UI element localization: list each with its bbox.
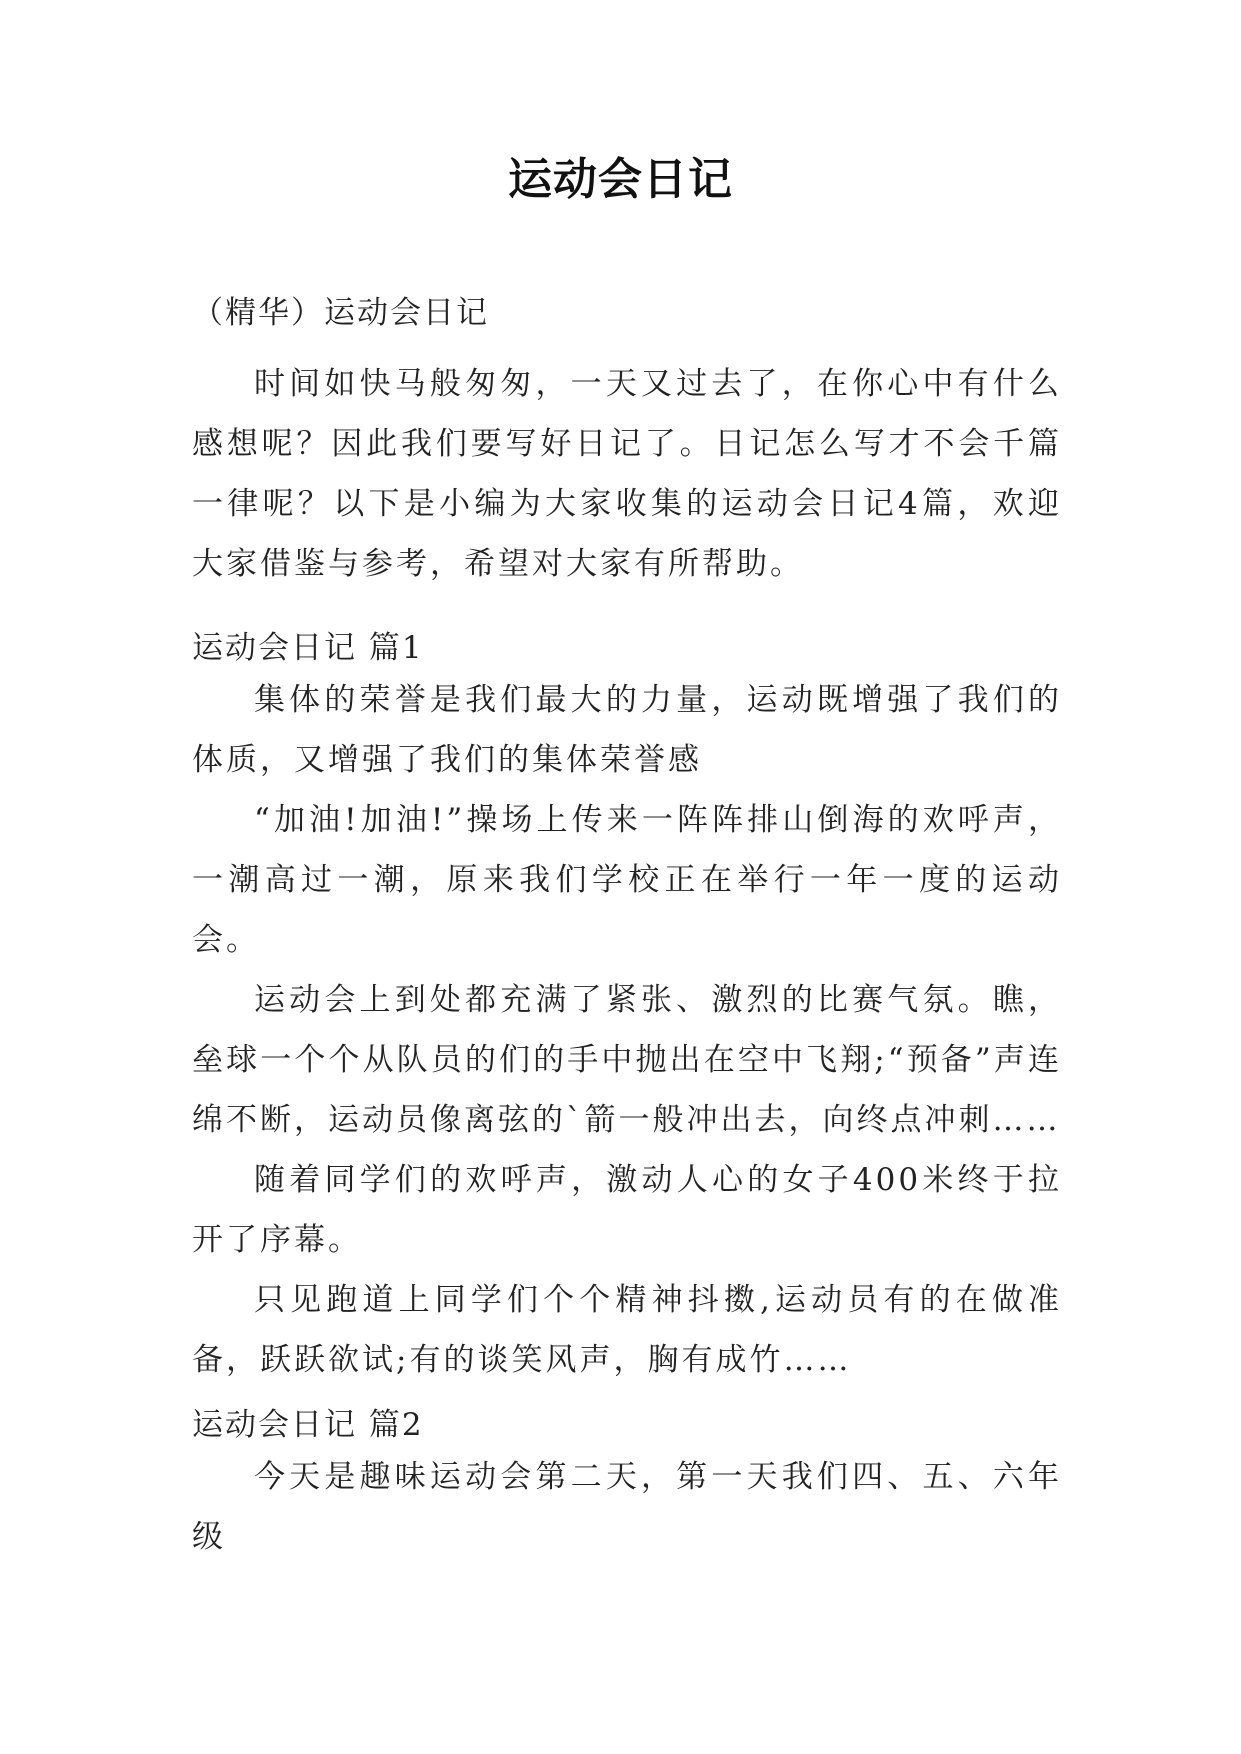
intro-block	[192, 354, 1062, 594]
section-heading-2: 运动会日记 篇2	[192, 1407, 424, 1443]
document-title: 运动会日记	[508, 154, 733, 205]
section-1-paragraph: “加油!加油!”操场上传来一阵阵排山倒海的欢呼声，一潮高过一潮，原来我们学校正在举行一年一度的运动会。	[192, 802, 1062, 958]
section-1-body	[192, 670, 1062, 1390]
section-heading-1: 运动会日记 篇1	[192, 630, 424, 666]
section-2-body	[192, 1447, 1062, 1567]
section-1-paragraph: 只见跑道上同学们个个精神抖擞,运动员有的在做准备，跃跃欲试;有的谈笑风声，胸有成竹……	[192, 1282, 1062, 1378]
section-1-paragraph: 运动会上到处都充满了紧张、激烈的比赛气氛。瞧，垒球一个个从队员的们的手中抛出在空中飞翔;“预备”声连绵不断，运动员像离弦的`箭一般冲出去，向终点冲刺……	[192, 982, 1062, 1138]
section-2-paragraph: 今天是趣味运动会第二天，第一天我们四、五、六年级	[192, 1459, 1062, 1555]
intro-paragraph: 时间如快马般匆匆，一天又过去了，在你心中有什么感想呢？因此我们要写好日记了。日记怎么写才不会千篇一律呢？以下是小编为大家收集的运动会日记4篇，欢迎大家借鉴与参考，希望对大家有所帮助。	[192, 366, 1062, 582]
section-1-paragraph: 集体的荣誉是我们最大的力量，运动既增强了我们的体质，又增强了我们的集体荣誉感	[192, 682, 1062, 778]
document-subtitle: （精华）运动会日记	[192, 295, 489, 331]
section-1-paragraph: 随着同学们的欢呼声，激动人心的女子400米终于拉开了序幕。	[192, 1162, 1062, 1258]
